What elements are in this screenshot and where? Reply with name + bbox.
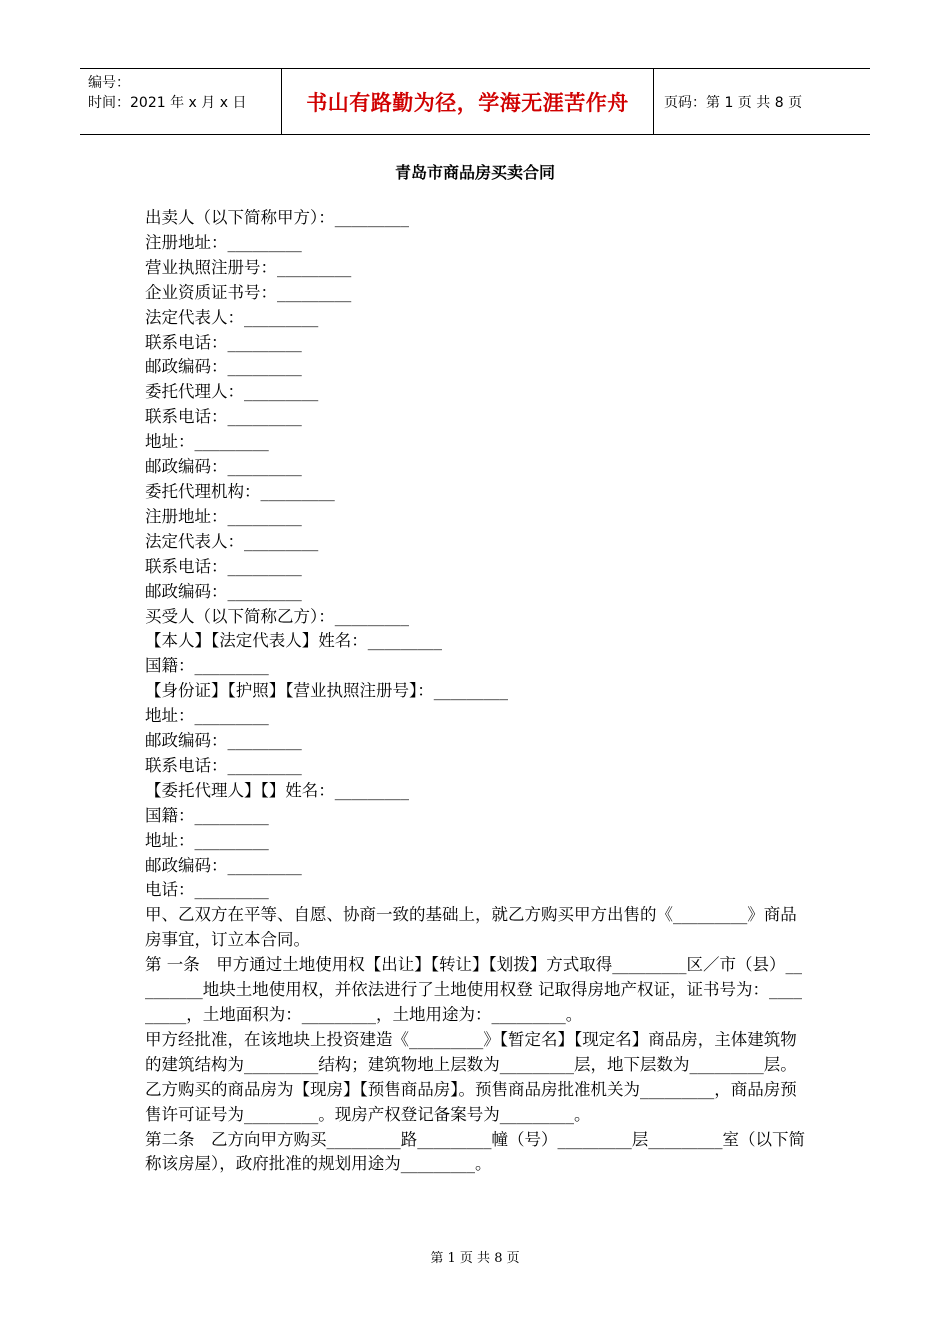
field-line: 联系电话：_________ (145, 407, 302, 427)
document-title: 青岛市商品房买卖合同 (394, 163, 555, 182)
field-line: 地址：_________ (145, 830, 269, 850)
field-line: 委托代理机构：_________ (145, 481, 335, 501)
field-line: 【委托代理人】【】姓名：_________ (145, 780, 409, 800)
field-line: 【身份证】【护照】【营业执照注册号】：_________ (145, 681, 508, 701)
field-line: 出卖人（以下简称甲方）：_________ (145, 208, 409, 227)
field-line: 邮政编码：_________ (145, 731, 302, 751)
field-line: 邮政编码：_________ (145, 357, 302, 377)
field-line: 地址：_________ (145, 706, 269, 726)
field-line: 法定代表人：_________ (145, 531, 319, 551)
contract-paragraph: 第二条 乙方向甲方购买_________路_________幢（号）_________层_________室（以下简称该房屋），政府批准的规划用途为_________。 (145, 1129, 805, 1174)
field-line: 邮政编码：_________ (145, 457, 302, 477)
field-line: 地址：_________ (145, 432, 269, 452)
field-line: 国籍：_________ (145, 656, 269, 676)
field-line: 邮政编码：_________ (145, 581, 302, 601)
field-line: 委托代理人：_________ (145, 382, 319, 402)
contract-paragraph: 甲、乙双方在平等、自愿、协商一致的基础上，就乙方购买甲方出售的《_________》商品房事宜，订立本合同。 (145, 905, 797, 950)
field-line: 国籍：_________ (145, 805, 269, 825)
field-line: 联系电话：_________ (145, 755, 302, 775)
field-line: 营业执照注册号：_________ (145, 257, 352, 277)
header-page-info: 页码：第 1 页 共 8 页 (664, 94, 803, 111)
field-line: 电话：_________ (145, 880, 269, 900)
header-motto: 书山有路勤为径，学海无涯苦作舟 (282, 69, 654, 134)
field-line: 联系电话：_________ (145, 332, 302, 352)
contract-paragraph: 第 一条 甲方通过土地使用权【出让】【转让】【划拨】方式取得_________区／市（县）_________地块土地使用权，并依法进行了土地使用权登 记取得房地产权证，证书号为：_________，土地面积为：_________，土地用途为：_________。 (145, 955, 802, 1024)
header-table (80, 68, 870, 135)
field-line: 【本人】【法定代表人】姓名：_________ (145, 631, 442, 651)
header-meta (80, 69, 282, 134)
contract-paragraph: 乙方购买的商品房为【现房】【预售商品房】。预售商品房批准机关为_________，商品房预售许可证号为_________。现房产权登记备案号为_________。 (145, 1079, 797, 1124)
document-time-label: 时间：2021 年 x 月 x 日 (88, 95, 247, 111)
field-line: 注册地址：_________ (145, 506, 302, 526)
document-number-label: 编号： (88, 75, 130, 91)
field-line: 联系电话：_________ (145, 556, 302, 576)
field-line: 企业资质证书号：_________ (145, 282, 352, 302)
field-line: 注册地址：_________ (145, 232, 302, 252)
field-line: 买受人（以下简称乙方）：_________ (145, 606, 409, 626)
field-line: 法定代表人：_________ (145, 307, 319, 327)
document-body (145, 206, 807, 1177)
field-line: 邮政编码：_________ (145, 855, 302, 875)
page-footer: 第 1 页 共 8 页 (430, 1251, 520, 1266)
contract-paragraph: 甲方经批准，在该地块上投资建造《_________》【暂定名】【现定名】商品房，主体建筑物的建筑结构为_________结构；建筑物地上层数为_________层，地下层数为_________层。 (145, 1029, 797, 1074)
